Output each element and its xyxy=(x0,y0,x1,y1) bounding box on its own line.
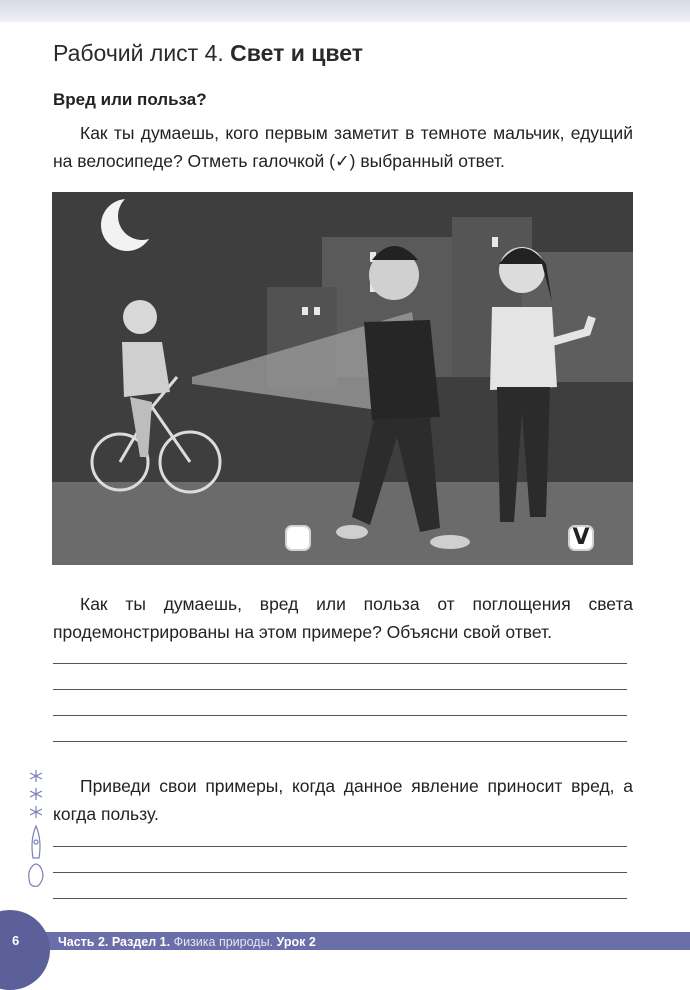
answer-line[interactable] xyxy=(53,898,627,899)
answer-line[interactable] xyxy=(53,663,627,664)
title-prefix: Рабочий лист 4. xyxy=(53,40,224,66)
answer-line[interactable] xyxy=(53,741,627,742)
footer-topic: Физика природы. xyxy=(173,935,274,949)
title-bold: Свет и цвет xyxy=(230,40,364,66)
page-number: 6 xyxy=(12,933,20,948)
answer-box-boy[interactable] xyxy=(285,525,311,551)
question-1: Как ты думаешь, кого первым заметит в темноте мальчик, едущий на велосипеде? Отметь галочкой (✓) выбранный ответ. xyxy=(53,123,633,171)
answer-line[interactable] xyxy=(53,689,627,690)
answer-box-girl[interactable] xyxy=(568,525,594,551)
answer-check-mark: V xyxy=(572,525,590,550)
page-number-tab xyxy=(0,910,50,990)
margin-decoration-icon xyxy=(26,768,46,898)
footer-part: Часть 2. Раздел 1. xyxy=(58,935,171,949)
question-2: Как ты думаешь, вред или польза от поглощения света продемонстрированы на этом примере? Объясни свой ответ. xyxy=(53,594,633,642)
footer-caption xyxy=(58,935,316,949)
answer-line[interactable] xyxy=(53,715,627,716)
night-scene-illustration xyxy=(52,192,633,565)
footer-lesson: Урок 2 xyxy=(276,935,316,949)
answer-line[interactable] xyxy=(53,846,627,847)
worksheet-title xyxy=(53,40,363,67)
top-band xyxy=(0,0,690,22)
answer-line[interactable] xyxy=(53,872,627,873)
section-subtitle: Вред или польза? xyxy=(53,90,207,109)
scene-svg xyxy=(52,192,633,565)
question-3: Приведи свои примеры, когда данное явление приносит вред, а когда пользу. xyxy=(53,776,633,824)
